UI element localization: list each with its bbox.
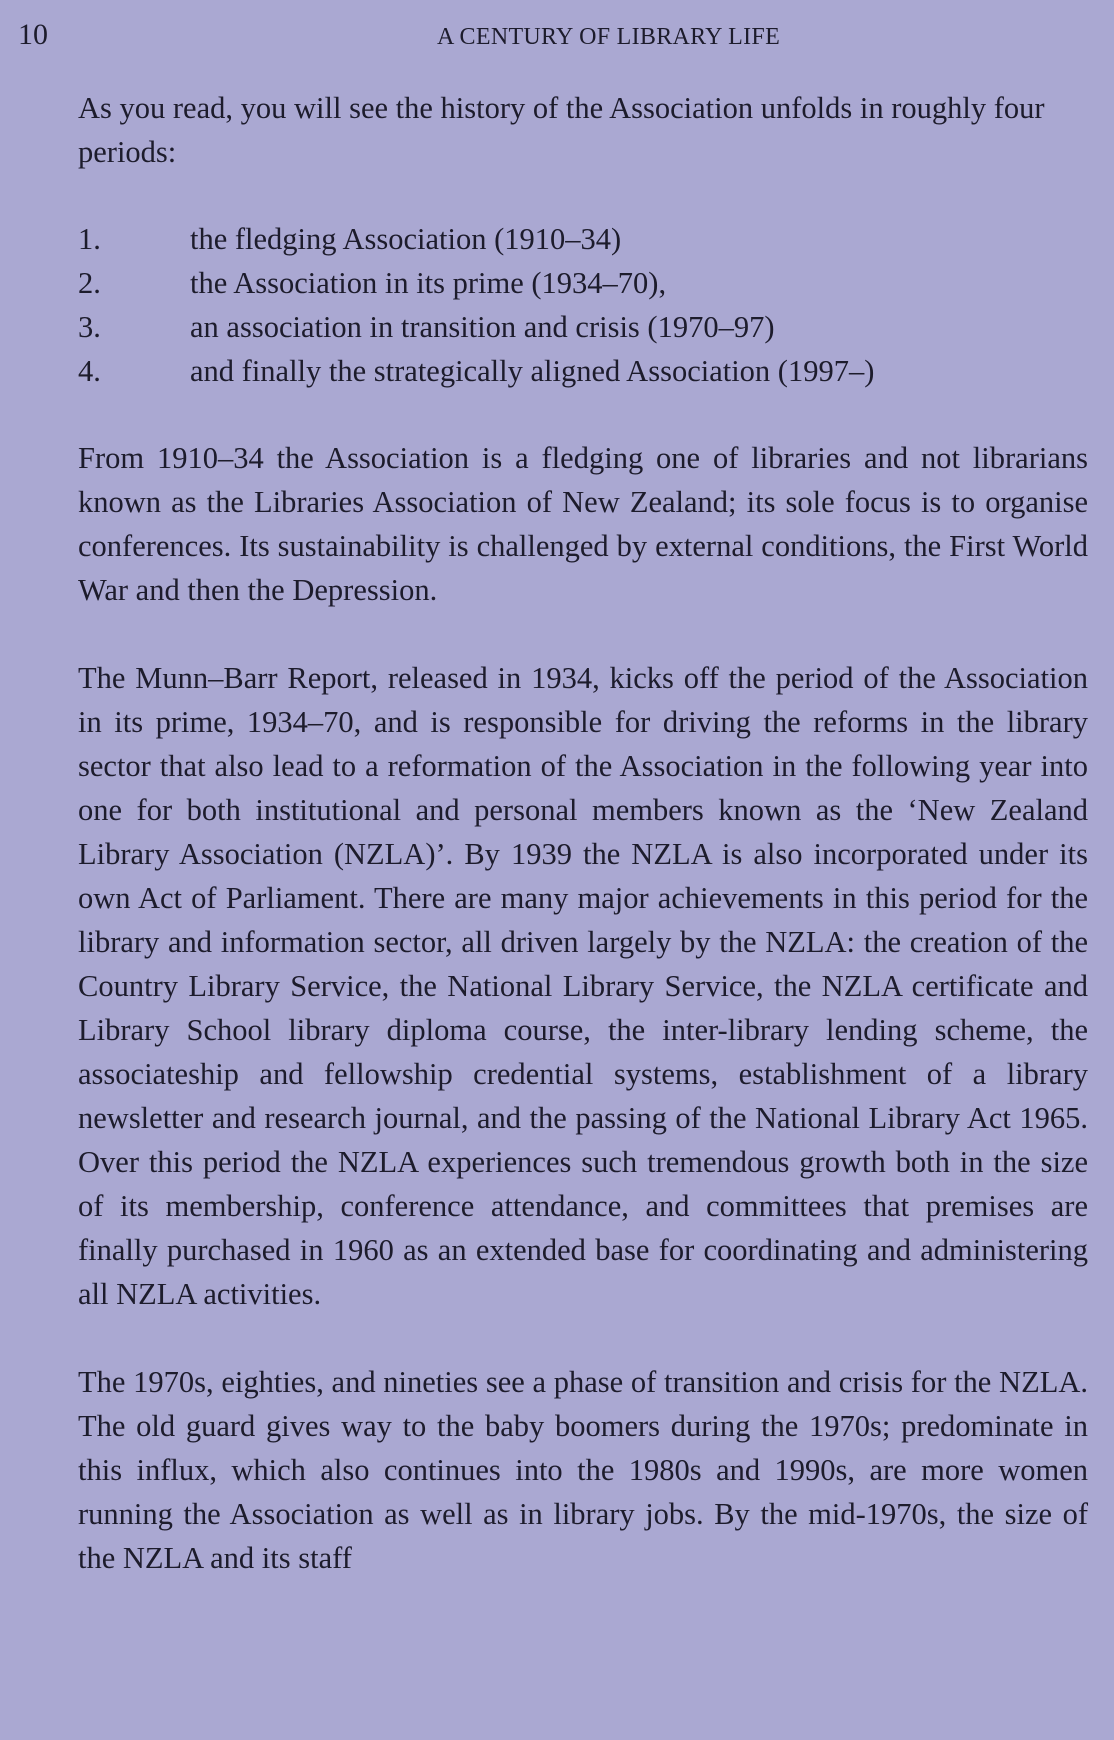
list-item-number: 3. bbox=[78, 310, 101, 344]
intro-paragraph: As you read, you will see the history of the Association unfolds in roughly four periods: bbox=[78, 91, 1045, 169]
list-item-number: 2. bbox=[78, 266, 101, 300]
periods-list bbox=[78, 217, 1088, 393]
list-item bbox=[78, 217, 1088, 261]
page-number: 10 bbox=[18, 18, 48, 51]
body-paragraph: From 1910–34 the Association is a fledging one of libraries and not librarians known as the Libraries Association of New Zealand; its sole focus is to organise conferences. Its sustainability is challenged by external conditions, the First World War and then the Depression. bbox=[78, 441, 1088, 607]
list-item bbox=[78, 261, 1088, 305]
list-item-text: and finally the strategically aligned Association (1997–) bbox=[190, 354, 875, 388]
list-item-text: an association in transition and crisis (1970–97) bbox=[190, 310, 775, 344]
page-body bbox=[78, 86, 1088, 1580]
list-item-number: 1. bbox=[78, 222, 101, 256]
running-head: A CENTURY OF LIBRARY LIFE bbox=[436, 24, 781, 50]
list-item-text: the Association in its prime (1934–70), bbox=[190, 266, 667, 300]
body-paragraph: The 1970s, eighties, and nineties see a phase of transition and crisis for the NZLA. The old guard gives way to the baby boomers during the 1970s; predominate in this influx, which also continues into the 1980s and 1990s, are more women running the Association as well as in library jobs. By the mid-1970s, the size of the NZLA and its staff bbox=[78, 1365, 1088, 1575]
list-item bbox=[78, 349, 1088, 393]
list-item-text: the fledging Association (1910–34) bbox=[190, 222, 622, 256]
list-item bbox=[78, 305, 1088, 349]
body-paragraph: The Munn–Barr Report, released in 1934, kicks off the period of the Association in its prime, 1934–70, and is responsible for driving the reforms in the library sector that also lead to a reformation of the Association in the following year into one for both institutional and personal members known as the ‘New Zealand Library Association (NZLA)’. By 1939 the NZLA is also incorporated under its own Act of Parliament. There are many major achievements in this period for the library and information sector, all driven largely by the NZLA: the creation of the Country Library Service, the National Library Service, the NZLA certificate and Library School library diploma course, the inter-library lending scheme, the associateship and fellowship credential systems, establishment of a library newsletter and research journal, and the passing of the National Library Act 1965. Over this period the NZLA experiences such tremendous growth both in the size of its membership, conference attendance, and committees that premises are finally purchased in 1960 as an extended base for coordinating and administering all NZLA activities. bbox=[78, 661, 1088, 1311]
list-item-number: 4. bbox=[78, 354, 101, 388]
